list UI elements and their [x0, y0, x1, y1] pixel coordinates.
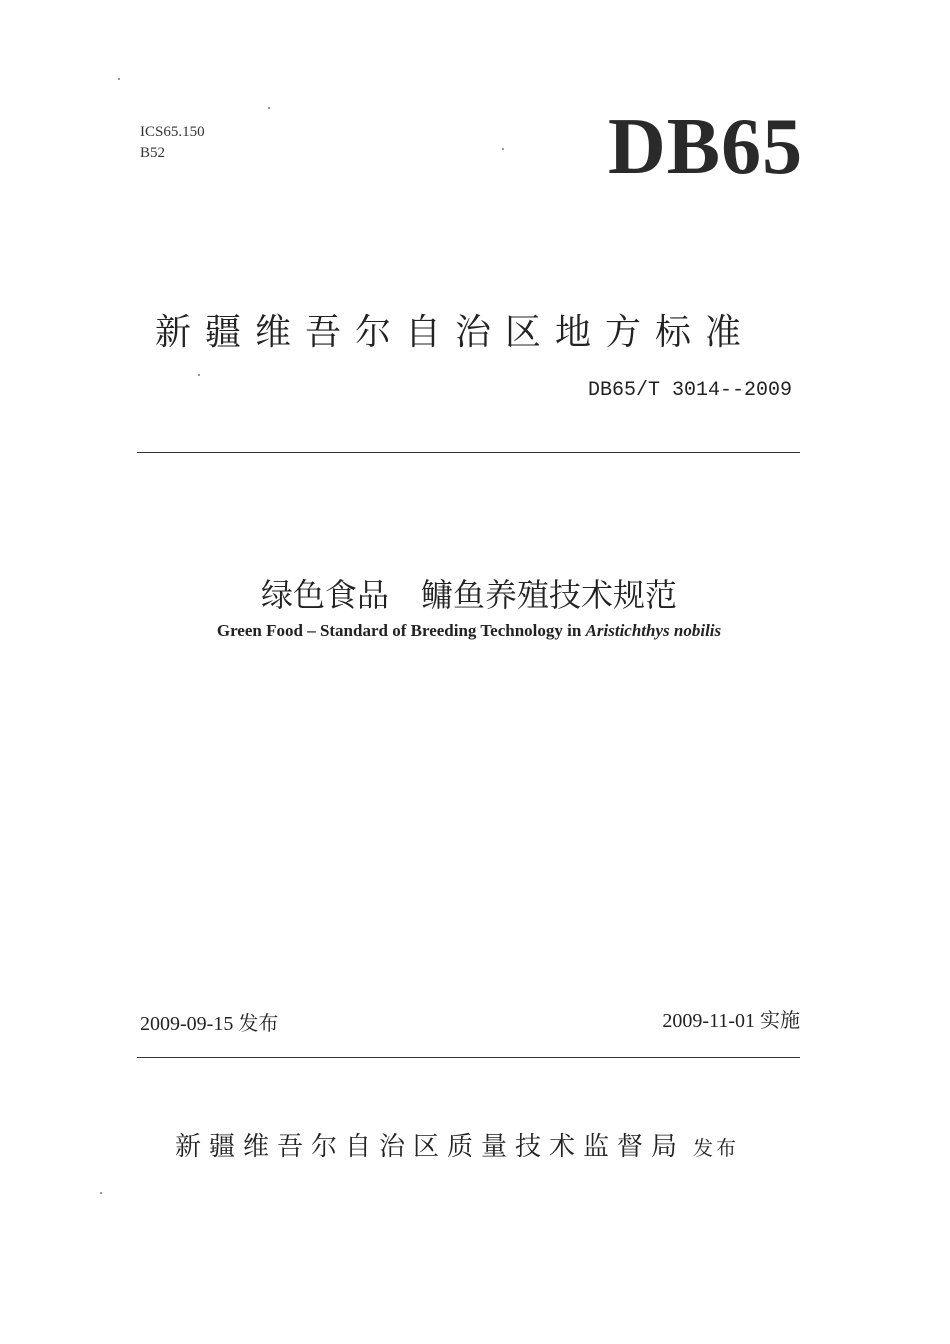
scan-speck: [118, 78, 120, 80]
classification-codes: [140, 122, 205, 164]
publisher-line: [175, 1126, 739, 1163]
scan-speck: [502, 148, 504, 150]
publisher-name: 新疆维吾尔自治区质量技术监督局: [175, 1132, 686, 1162]
ics-code: ICS65.150: [140, 124, 205, 140]
db65-logo: DB65: [608, 103, 804, 191]
issue-date: 2009-09-15 发布: [140, 1013, 279, 1035]
top-divider: [137, 452, 800, 453]
scan-speck: [268, 107, 270, 109]
english-title-prefix: Green Food – Standard of Breeding Technology in: [216, 621, 586, 640]
publisher-action: 发布: [693, 1136, 740, 1160]
bottom-divider: [137, 1057, 800, 1058]
effective-date: 2009-11-01 实施: [662, 1010, 800, 1032]
species-name: Aristichthys nobilis: [585, 621, 722, 640]
scan-speck: [198, 374, 200, 376]
standard-number: DB65/T 3014--2009: [587, 379, 792, 402]
standard-category-title: 新疆维吾尔自治区地方标准: [155, 312, 756, 353]
english-title: [0, 621, 938, 641]
chinese-title: 绿色食品 鳙鱼养殖技术规范: [260, 576, 677, 614]
scan-speck: [100, 1192, 102, 1194]
class-code: B52: [140, 145, 166, 161]
